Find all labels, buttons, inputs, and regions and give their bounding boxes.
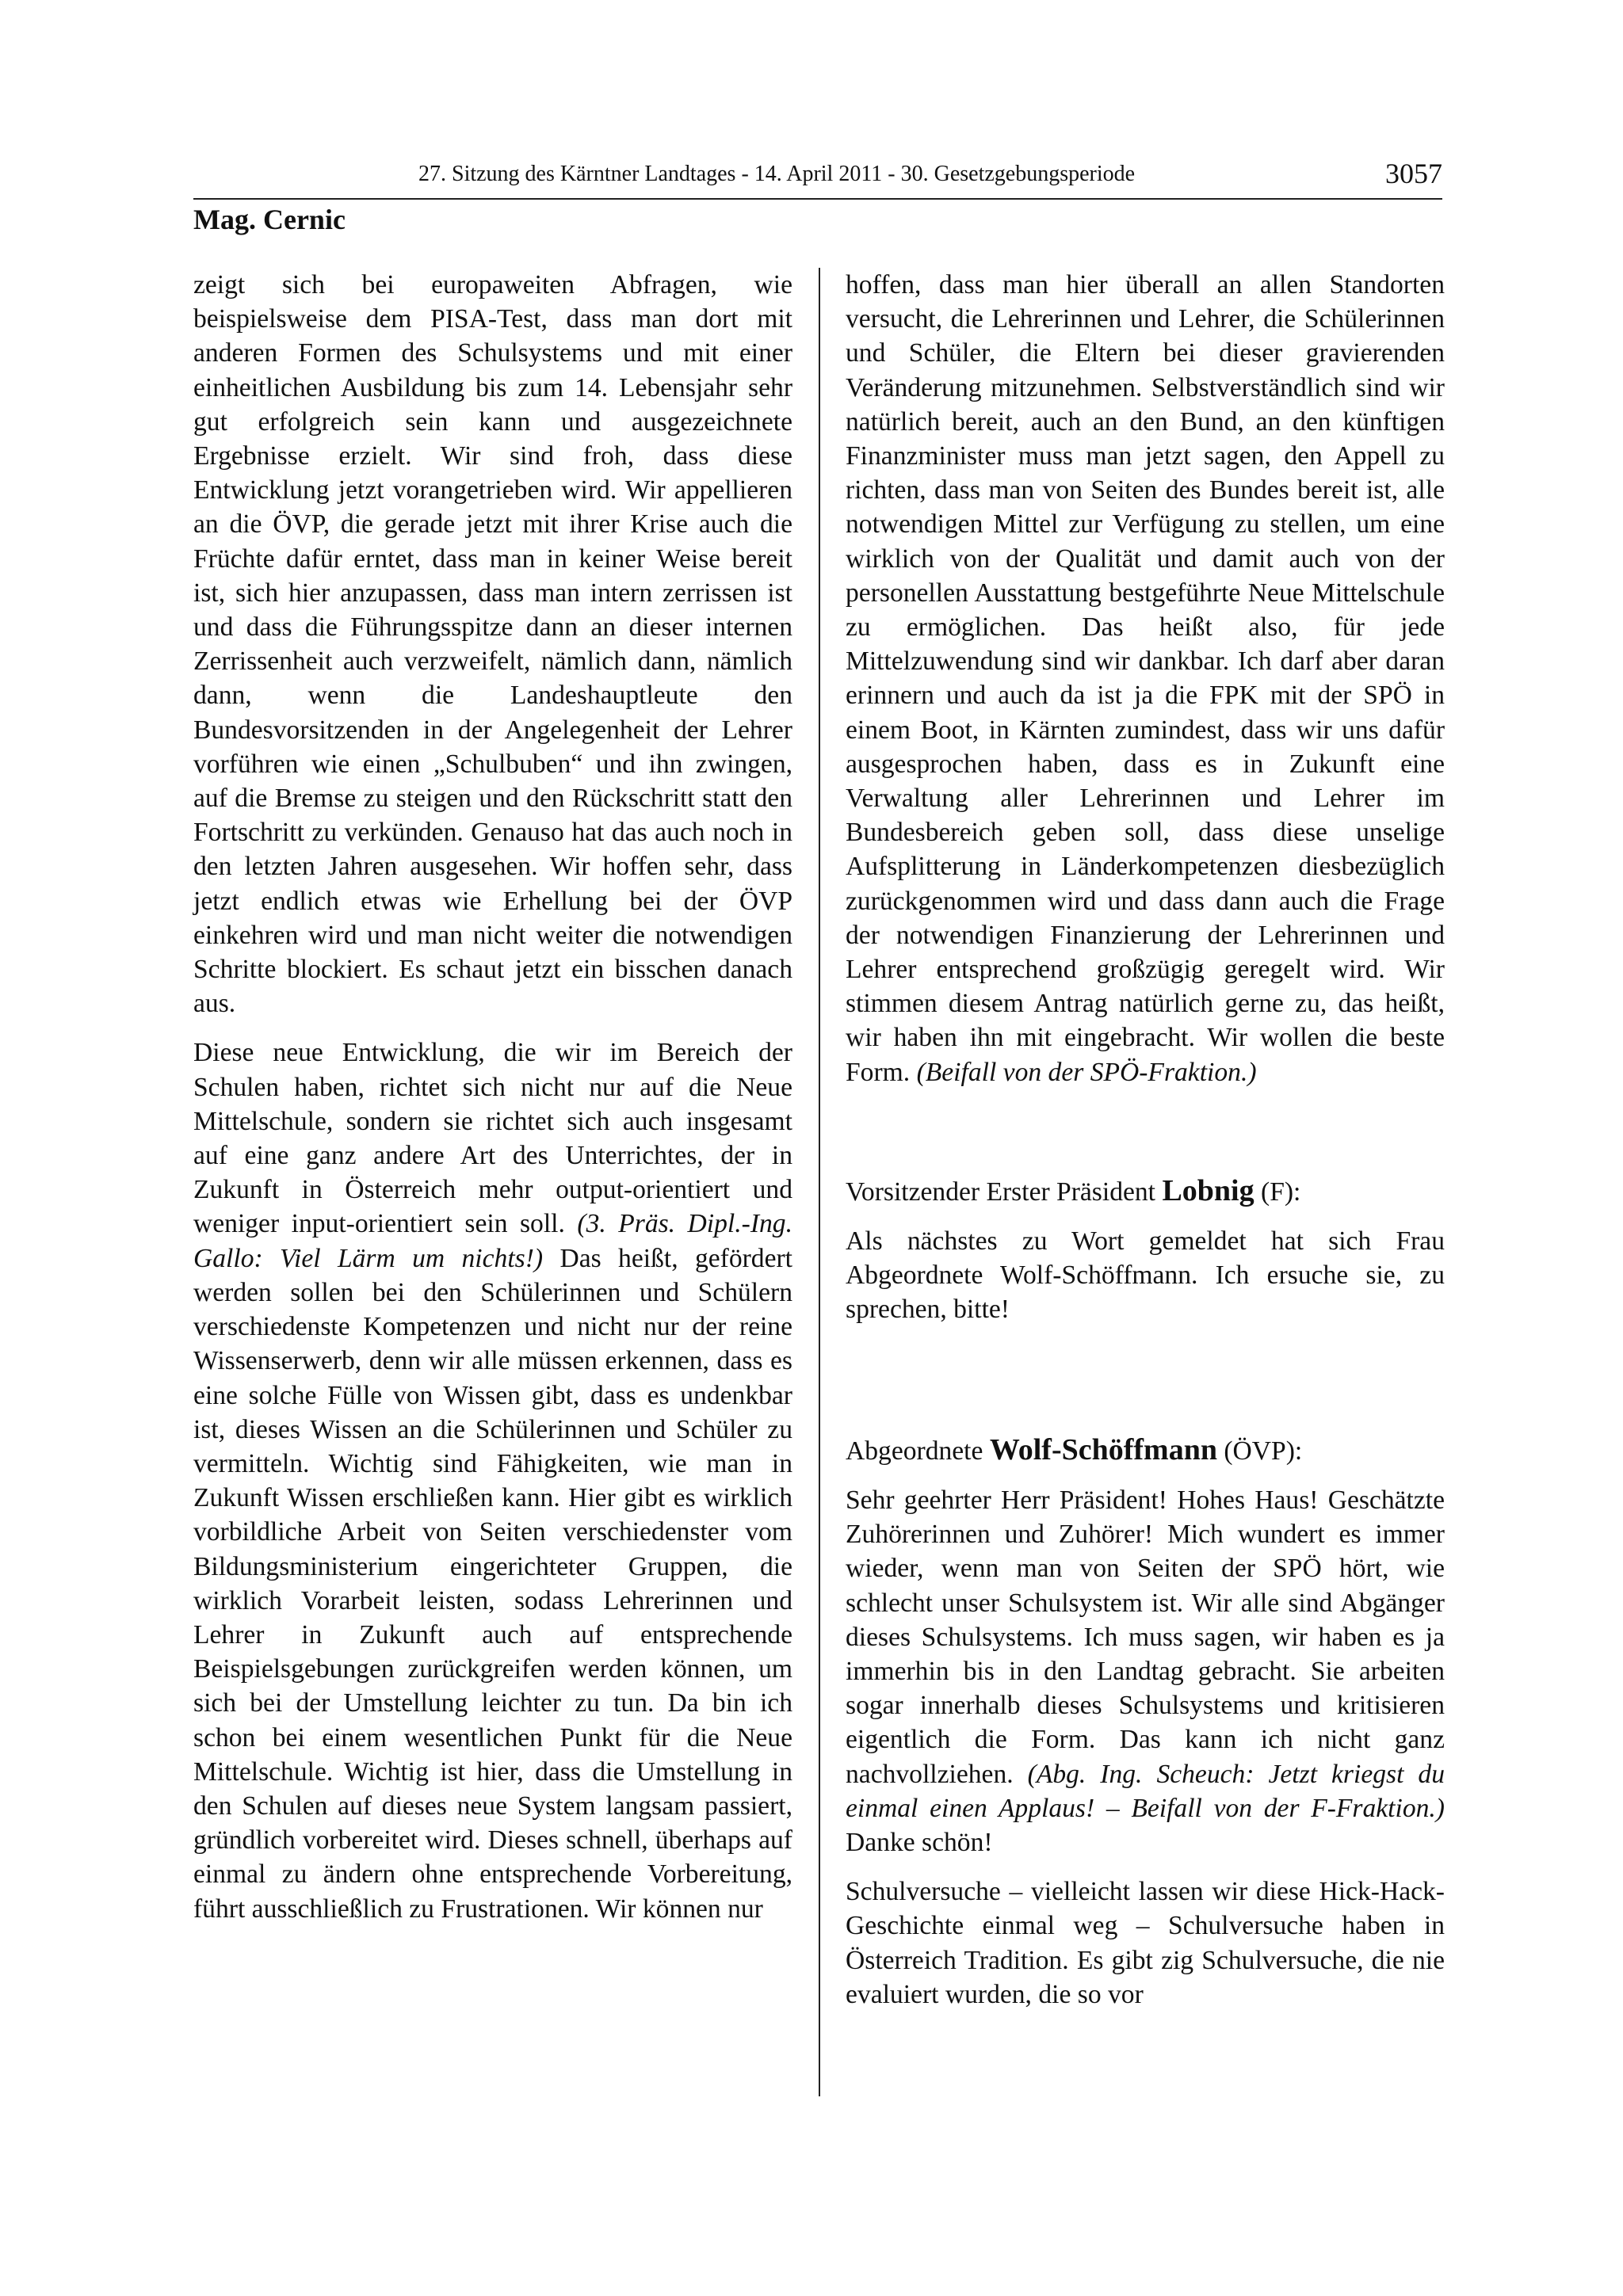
page-number: 3057 — [1385, 158, 1442, 189]
right-paragraph-1-text: hoffen, dass man hier überall an allen Standorten versucht, die Lehrerinnen und Lehrer, die Schülerinnen und Schüler, die Eltern bei dieser gravierenden Veränderung mitzunehmen. Selbstverständlich sind wir natürlich bereit, auch an den Bund, an den künftigen Finanzminister muss man jetzt sagen, den Appell zu richten, dass man von Seiten des Bundes bereit ist, alle notwendigen Mittel zur Verfügung zu stellen, um eine wirklich von der Qualität und damit auch von der personellen Ausstattung bestgeführte Neue Mittelschule zu ermöglichen. Das heißt also, für jede Mittelzuwendung sind wir dankbar. Ich darf aber daran erinnern und auch da ist ja die FPK mit der SPÖ in einem Boot, in Kärnten zumindest, dass wir uns dafür ausgesprochen haben, dass es in Zukunft eine Verwaltung aller Lehrerinnen und Lehrer im Bundesbereich geben soll, dass diese unselige Aufsplitterung in Länderkompetenzen diesbezüglich zurückgenommen wird und dass dann auch die Frage der notwendigen Finanzierung der Lehrerinnen und Lehrer entsprechend großzügig geregelt wird. Wir stimmen diesem Antrag natürlich gerne zu, das heißt, wir haben ihn mit eingebracht. Wir wollen die beste Form. — [846, 270, 1445, 1087]
spacer — [846, 1104, 1445, 1174]
left-paragraph-2 — [193, 1035, 792, 1925]
right-paragraph-2-text-a: Sehr geehrter Herr Präsident! Hohes Haus! Geschätzte Zuhörerinnen und Zuhörer! Mich wundert es immer wieder, wenn man von Seiten der SPÖ hört, wie schlecht unser Schulsystem ist. Wir alle sind Abgänger dieses Schulsystems. Ich muss sagen, wir haben es ja immerhin bis in den Landtag gebracht. Sie arbeiten sogar innerhalb dieses Schulsystems und kritisieren eigentlich die Form. Das kann ich nicht ganz nachvollziehen. — [846, 1485, 1445, 1789]
right-paragraph-1 — [846, 268, 1445, 1089]
interjection-scheuch: (Abg. Ing. Scheuch: Jetzt kriegst du einmal einen Applaus! – Beifall von der F-Fraktion.) — [846, 1759, 1445, 1823]
chair-statement: Als nächstes zu Wort gemeldet hat sich Frau Abgeordnete Wolf-Schöffmann. Ich ersuche sie, zu sprechen, bitte! — [846, 1226, 1445, 1325]
chair-title: Vorsitzender Erster Präsident — [846, 1177, 1156, 1207]
speaker2-party: (ÖVP): — [1224, 1436, 1303, 1466]
right-paragraph-2-text-b: Danke schön! — [846, 1827, 993, 1857]
column-divider — [819, 268, 820, 2096]
speaker2-label — [846, 1433, 1445, 1468]
spacer — [846, 1342, 1445, 1433]
speaker2-name: Wolf-Schöffmann — [989, 1432, 1217, 1466]
chair-name: Lobnig — [1162, 1173, 1254, 1207]
header-title: 27. Sitzung des Kärntner Landtages - 14. April 2011 - 30. Gesetzgebungsperiode — [418, 162, 1136, 186]
page-header — [193, 158, 1442, 200]
left-paragraph-1: zeigt sich bei europaweiten Abfragen, wie beispielsweise dem PISA-Test, dass man dort mit anderen Formen des Schulsystems und mit einer einheitlichen Ausbildung bis zum 14. Lebensjahr sehr gut erfolgreich sein kann und ausgezeichnete Ergebnisse erzielt. Wir sind froh, dass diese Entwicklung jetzt vorangetrieben wird. Wir appellieren an die ÖVP, die gerade jetzt mit ihrer Krise auch die Früchte dafür erntet, dass man in keiner Weise bereit ist, sich hier anzupassen, dass man intern zerrissen ist und dass die Führungsspitze dann an dieser internen Zerrissenheit auch verzweifelt, nämlich dann, nämlich dann, wenn die Landeshauptleute den Bundesvorsitzenden in der Angelegenheit der Lehrer vorführen wie einen „Schulbuben“ und ihn zwingen, auf die Bremse zu steigen und den Rückschritt statt den Fortschritt zu verkünden. Genauso hat das auch noch in den letzten Jahren ausgesehen. Wir hoffen sehr, dass jetzt endlich etwas wie Erhellung bei der ÖVP einkehren wird und man nicht weiter die notwendigen Schritte blockiert. Es schaut jetzt ein bisschen danach aus. — [193, 270, 792, 1019]
interjection-gallo: (3. Präs. Dipl.-Ing. Gallo: Viel Lärm um nichts!) — [193, 1209, 792, 1273]
left-paragraph-2-text-a: Diese neue Entwicklung, die wir im Bereich der Schulen haben, richtet sich nicht nur auf die Neue Mittelschule, sondern sie richtet sich auch insgesamt auf eine ganz andere Art des Unterrichtes, der in Zukunft in Österreich mehr output-orientiert und weniger input-orientiert sein soll. — [193, 1038, 792, 1239]
applause-spoe: (Beifall von der SPÖ-Fraktion.) — [916, 1057, 1257, 1087]
chair-speaker-label — [846, 1174, 1445, 1209]
chair-party: (F): — [1261, 1177, 1301, 1207]
speaker2-title: Abgeordnete — [846, 1436, 983, 1466]
right-paragraph-3: Schulversuche – vielleicht lassen wir diese Hick-Hack-Geschichte einmal weg – Schulversuche haben in Österreich Tradition. Es gibt zig Schulversuche, die nie evaluiert wurden, die so vor — [846, 1877, 1445, 2009]
right-paragraph-2 — [846, 1483, 1445, 1859]
right-column — [846, 268, 1445, 2027]
left-paragraph-2-text-b: Das heißt, gefördert werden sollen bei den Schülerinnen und Schülern verschiedenste Kompetenzen und nicht nur der reine Wissenserwerb, denn wir alle müssen erkennen, dass es eine solche Fülle von Wissen gibt, dass es undenkbar ist, dieses Wissen an die Schülerinnen und Schüler zu vermitteln. Wichtig sind Fähigkeiten, wie man in Zukunft Wissen erschließen kann. Hier gibt es wirklich vorbildliche Arbeit von Seiten verschiedenster vom Bildungsministerium eingerichteter Gruppen, die wirklich Vorarbeit leisten, sodass Lehrerinnen und Lehrer in Zukunft auch auf entsprechende Beispielsgebungen zurückgreifen werden können, um sich bei der Umstellung leichter zu tun. Da bin ich schon bei einem wesentlichen Punkt für die Neue Mittelschule. Wichtig ist hier, dass die Umstellung in den Schulen auf dieses neue System langsam passiert, gründlich vorbereitet wird. Dieses schnell, überhaps auf einmal zu ändern ohne entsprechende Vorbereitung, führt ausschließlich zu Frustrationen. Wir können nur — [193, 1243, 792, 1924]
left-column — [193, 268, 792, 1941]
speaker-name-top: Mag. Cernic — [193, 204, 346, 235]
